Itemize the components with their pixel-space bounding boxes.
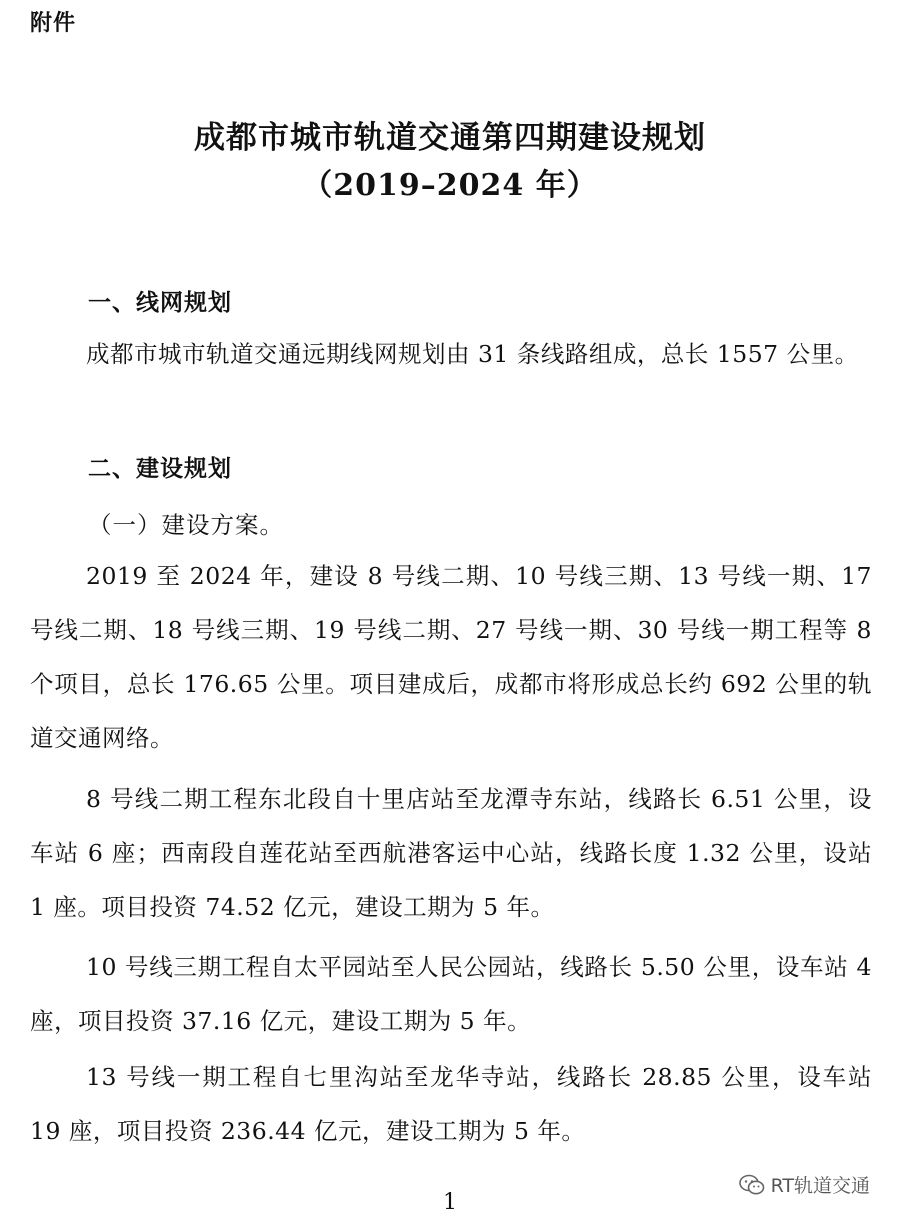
subsection-heading-construction-scheme: （一）建设方案。 [88,511,284,539]
attachment-label: 附件 [30,11,77,36]
construction-paragraph-line-13: 13 号线一期工程自七里沟站至龙华寺站，线路长 28.85 公里，设车站 19 座，项目投资 236.44 亿元，建设工期为 5 年。 [30,1063,872,1145]
construction-paragraph-line-8: 8 号线二期工程东北段自十里店站至龙潭寺东站，线路长 6.51 公里，设车站 6 座；西南段自莲花站至西航港客运中心站，线路长度 1.32 公里，设站 1 座。项目投资 74.52 亿元，建设工期为 5 年。 [30,785,872,921]
section-heading-construction-plan: 二、建设规划 [88,456,232,482]
document-title-years: （2019–2024 年） [302,168,598,203]
construction-paragraph-overview: 2019 至 2024 年，建设 8 号线二期、10 号线三期、13 号线一期、17 号线二期、18 号线三期、19 号线二期、27 号线一期、30 号线一期工程等 8 个项目，总长 176.65 公里。项目建成后，成都市将形成总长约 692 公里的轨道交通网络。 [30,562,872,752]
watermark-text: RT轨道交通 [770,1175,870,1197]
construction-paragraph-line-10: 10 号线三期工程自太平园站至人民公园站，线路长 5.50 公里，设车站 4 座，项目投资 37.16 亿元，建设工期为 5 年。 [30,953,872,1035]
section-heading-network-plan: 一、线网规划 [88,290,232,316]
network-plan-paragraph: 成都市城市轨道交通远期线网规划由 31 条线路组成，总长 1557 公里。 [86,340,859,368]
document-title: 成都市城市轨道交通第四期建设规划 [194,120,706,156]
page-number: 1 [443,1190,457,1215]
